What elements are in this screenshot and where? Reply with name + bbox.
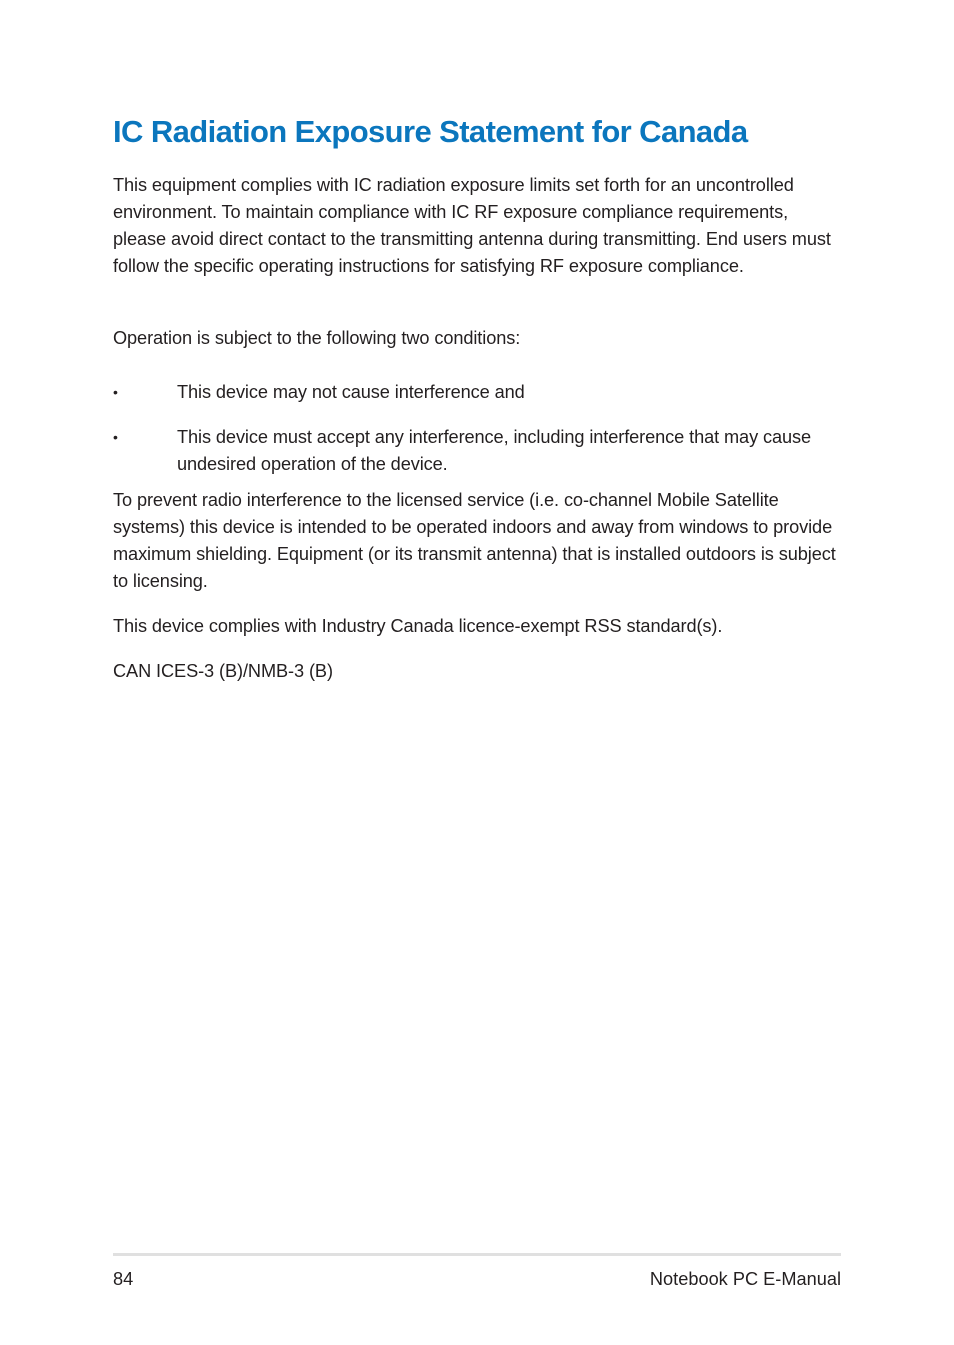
rss-paragraph: This device complies with Industry Canada licence-exempt RSS standard(s). bbox=[113, 616, 723, 636]
page-number: 84 bbox=[113, 1269, 134, 1289]
page-title: IC Radiation Exposure Statement for Canada bbox=[113, 114, 748, 149]
condition-text: This device must accept any interference, including interference that may cause undesired operation of the device. bbox=[177, 427, 812, 474]
conditions-intro-paragraph: Operation is subject to the following two conditions: bbox=[113, 328, 521, 348]
intro-paragraph: This equipment complies with IC radiation exposure limits set forth for an uncontrolled environment. To maintain compliance with IC RF exposure compliance requirements, please avoid direct contact to the transmitting antenna during transmitting. End users must follow the specific operating instructions for satisfying RF exposure compliance. bbox=[113, 175, 831, 276]
ices-paragraph: CAN ICES-3 (B)/NMB-3 (B) bbox=[113, 661, 333, 681]
bullet-icon: • bbox=[113, 429, 118, 445]
manual-title: Notebook PC E-Manual bbox=[649, 1269, 841, 1289]
footer-divider bbox=[113, 1253, 841, 1256]
interference-paragraph: To prevent radio interference to the licensed service (i.e. co-channel Mobile Satellite systems) this device is intended to be operated indoors and away from windows to provide maximum shielding. Equipment (or its transmit antenna) that is installed outdoors is subject to licensing. bbox=[113, 490, 836, 591]
bullet-icon: • bbox=[113, 384, 118, 400]
condition-text: This device may not cause interference and bbox=[177, 382, 525, 402]
